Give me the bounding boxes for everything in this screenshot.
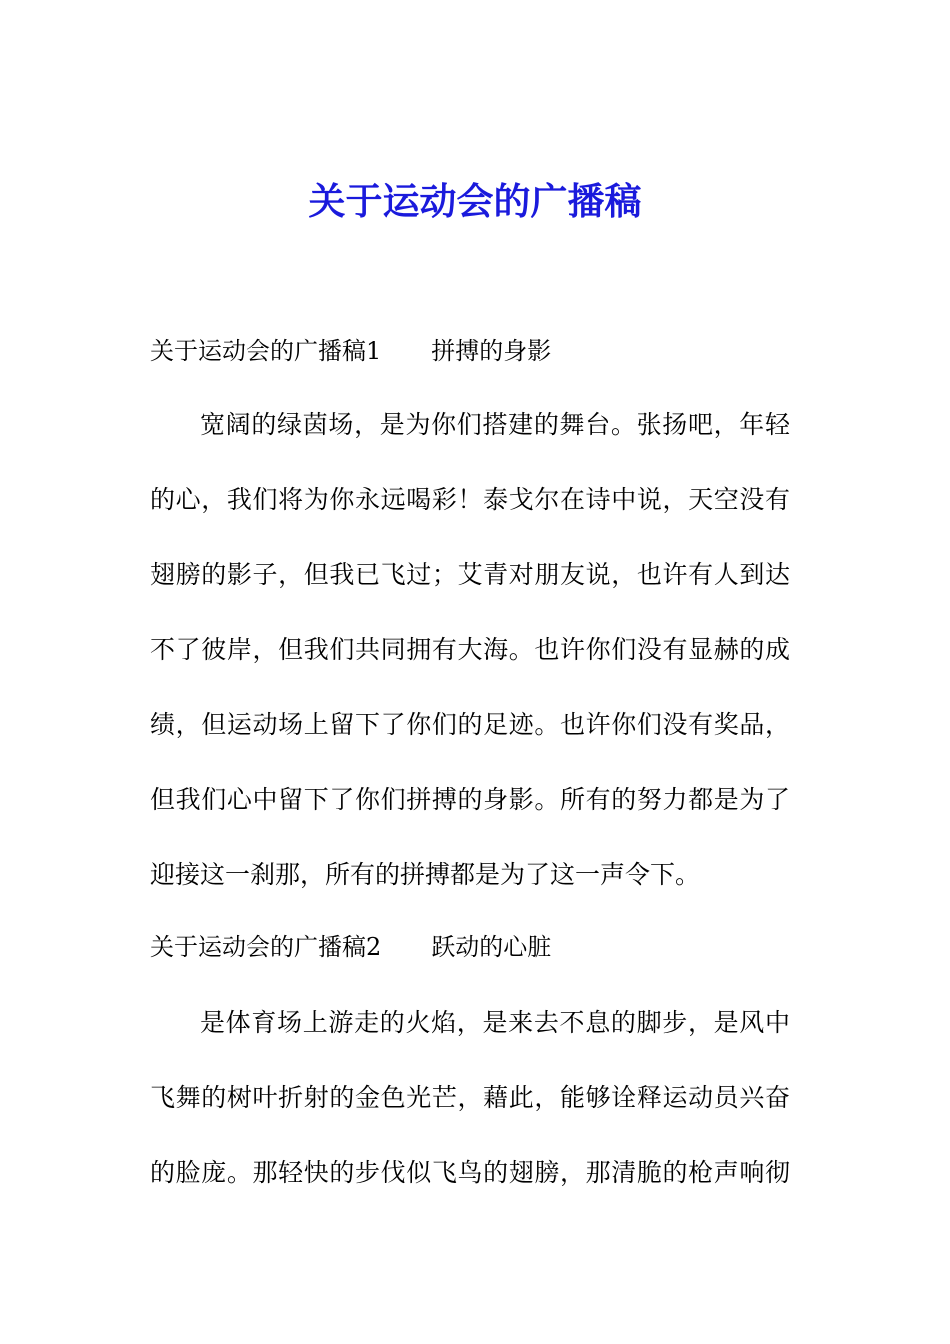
paragraph-line: 宽阔的绿茵场，是为你们搭建的舞台。张扬吧，年轻: [200, 410, 790, 439]
section-heading-subtitle: 跃动的心脏: [431, 933, 552, 961]
paragraph-line: 迎接这一刹那，所有的拼搏都是为了这一声令下。: [150, 860, 701, 889]
section-heading-title: 关于运动会的广播稿2: [150, 933, 382, 961]
section-heading-subtitle: 拼搏的身影: [431, 337, 552, 365]
section-heading: [150, 333, 800, 369]
paragraph-line: 的脸庞。那轻快的步伐似飞鸟的翅膀，那清脆的枪声响彻: [150, 1158, 790, 1187]
section-heading: [150, 929, 800, 965]
document-title: 关于运动会的广播稿: [308, 180, 642, 223]
section-paragraph: [150, 985, 790, 1210]
paragraph-line: 的心，我们将为你永远喝彩！泰戈尔在诗中说，天空没有: [150, 485, 790, 514]
paragraph-line: 不了彼岸，但我们共同拥有大海。也许你们没有显赫的成: [150, 635, 790, 664]
paragraph-line: 翅膀的影子，但我已飞过；艾青对朋友说，也许有人到达: [150, 560, 790, 589]
paragraph-line: 是体育场上游走的火焰，是来去不息的脚步，是风中: [200, 1008, 790, 1037]
section-heading-title: 关于运动会的广播稿1: [150, 337, 382, 365]
section-paragraph: [150, 387, 790, 912]
paragraph-line: 但我们心中留下了你们拼搏的身影。所有的努力都是为了: [150, 785, 790, 814]
paragraph-line: 绩，但运动场上留下了你们的足迹。也许你们没有奖品，: [150, 710, 790, 739]
paragraph-line: 飞舞的树叶折射的金色光芒，藉此，能够诠释运动员兴奋: [150, 1083, 790, 1112]
